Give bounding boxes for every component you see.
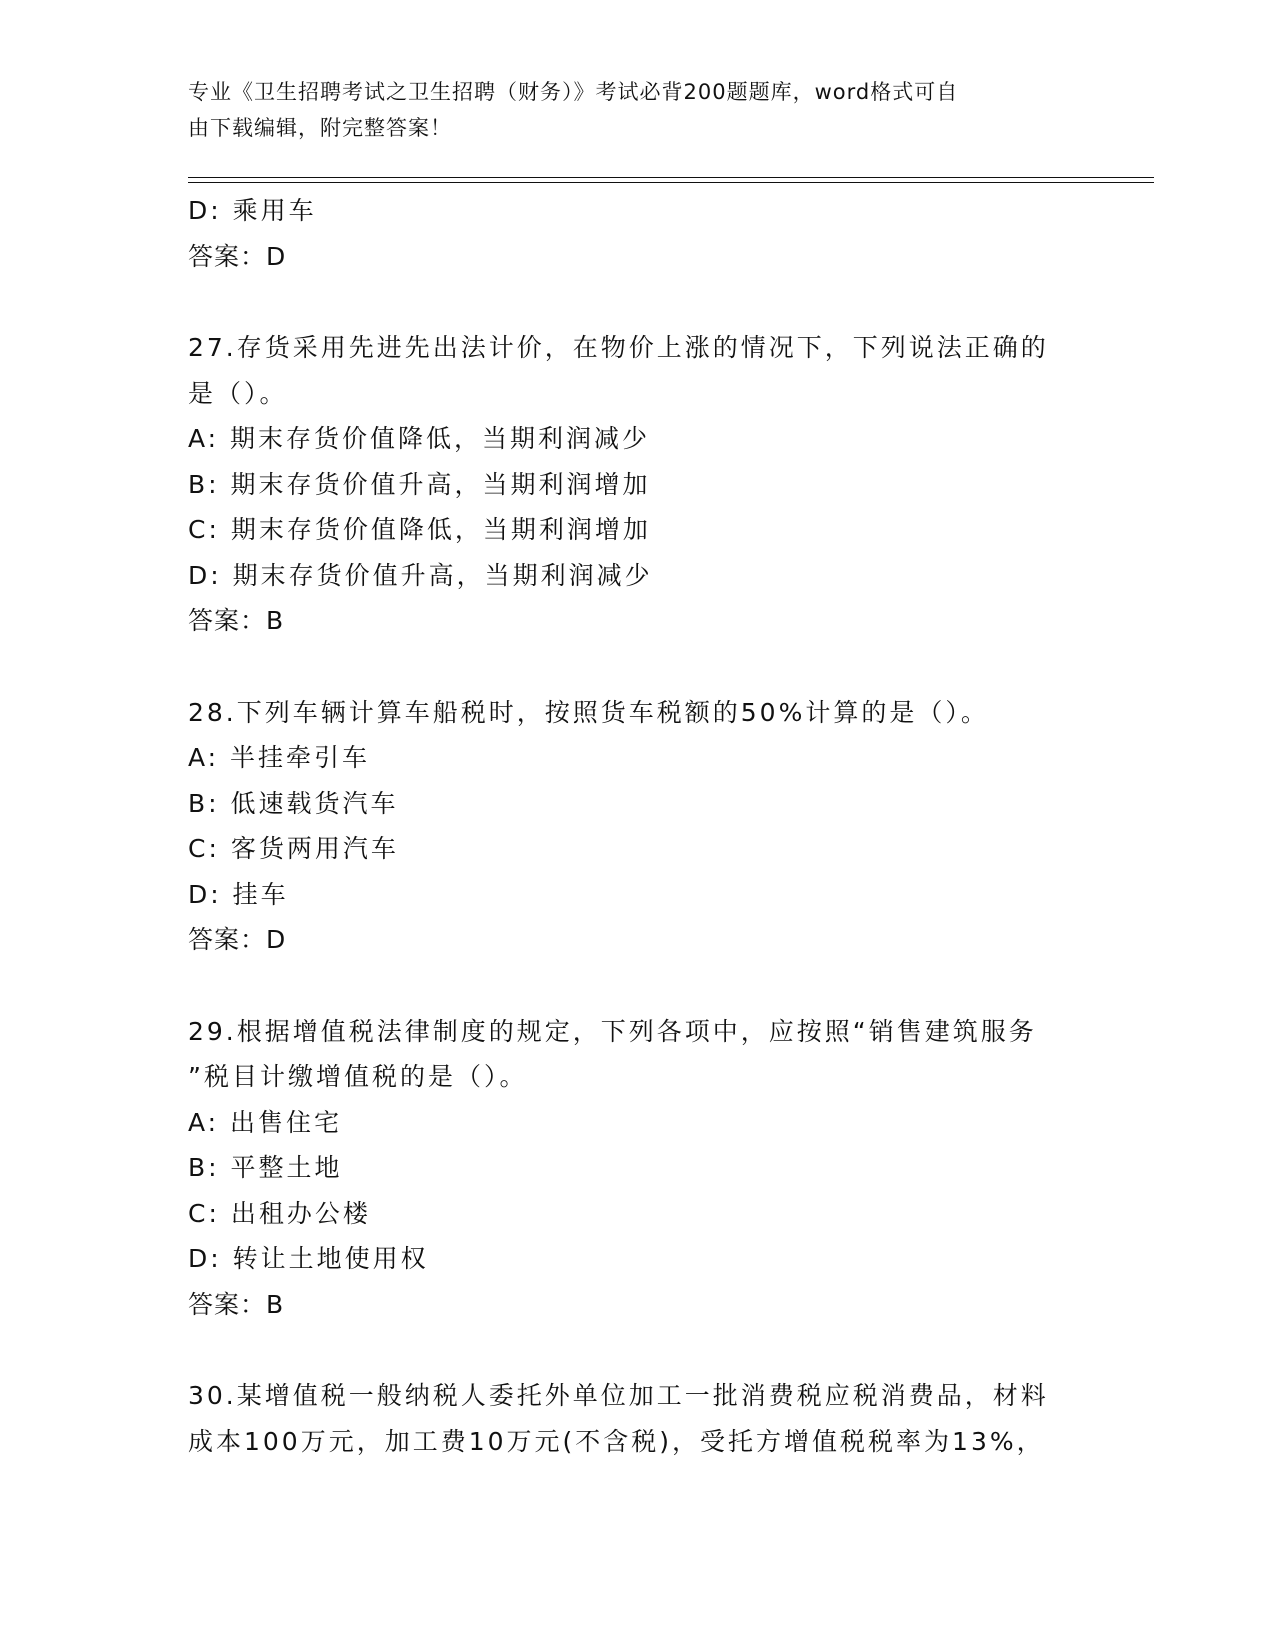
question-stem-line: 成本100万元，加工费10万元(不含税)，受托方增值税税率为13%， bbox=[188, 1426, 1045, 1456]
answer: 答案：D bbox=[188, 925, 287, 954]
spacer bbox=[188, 1327, 1088, 1373]
option-b: B: 低速载货汽车 bbox=[188, 788, 399, 818]
header-divider-top bbox=[188, 177, 1154, 178]
option-c: C: 出租办公楼 bbox=[188, 1198, 371, 1228]
question-29 bbox=[188, 1009, 1088, 1328]
question-stem-line: 28.下列车辆计算车船税时，按照货车税额的50%计算的是（）。 bbox=[188, 697, 989, 727]
option-b: B: 期末存货价值升高，当期利润增加 bbox=[188, 469, 651, 499]
question-stem-line: 27.存货采用先进先出法计价，在物价上涨的情况下，下列说法正确的 bbox=[188, 333, 1049, 362]
document-body bbox=[188, 188, 1088, 1464]
question-stem-line: ”税目计缴增值税的是（）。 bbox=[188, 1062, 528, 1091]
spacer bbox=[188, 644, 1088, 690]
option-c: C: 客货两用汽车 bbox=[188, 834, 399, 863]
answer: 答案：B bbox=[188, 606, 285, 635]
answer: 答案：B bbox=[188, 1289, 285, 1319]
question-28 bbox=[188, 690, 1088, 963]
option-a: A: 半挂牵引车 bbox=[188, 743, 371, 772]
document-header bbox=[188, 74, 1068, 146]
spacer bbox=[188, 963, 1088, 1009]
header-line-1: 专业《卫生招聘考试之卫生招聘（财务）》考试必背200题题库，word格式可自 bbox=[188, 80, 959, 104]
question-stem-line: 是（）。 bbox=[188, 378, 288, 408]
option-c: C: 期末存货价值降低，当期利润增加 bbox=[188, 515, 651, 544]
prev-question-answer: 答案：D bbox=[188, 241, 287, 271]
option-d: D: 转让土地使用权 bbox=[188, 1244, 429, 1273]
header-line-2: 由下载编辑，附完整答案！ bbox=[188, 116, 452, 140]
question-27 bbox=[188, 325, 1088, 644]
question-30 bbox=[188, 1373, 1088, 1464]
question-stem-line: 30.某增值税一般纳税人委托外单位加工一批消费税应税消费品，材料 bbox=[188, 1381, 1049, 1410]
option-a: A: 出售住宅 bbox=[188, 1107, 343, 1137]
prev-question-option-d: D: 乘用车 bbox=[188, 196, 317, 225]
spacer bbox=[188, 279, 1088, 325]
header-divider-bottom bbox=[188, 182, 1154, 183]
question-stem-line: 29.根据增值税法律制度的规定，下列各项中，应按照“销售建筑服务 bbox=[188, 1016, 1037, 1046]
option-d: D: 期末存货价值升高，当期利润减少 bbox=[188, 560, 653, 590]
option-a: A: 期末存货价值降低，当期利润减少 bbox=[188, 424, 651, 453]
option-b: B: 平整土地 bbox=[188, 1153, 343, 1182]
option-d: D: 挂车 bbox=[188, 879, 289, 909]
